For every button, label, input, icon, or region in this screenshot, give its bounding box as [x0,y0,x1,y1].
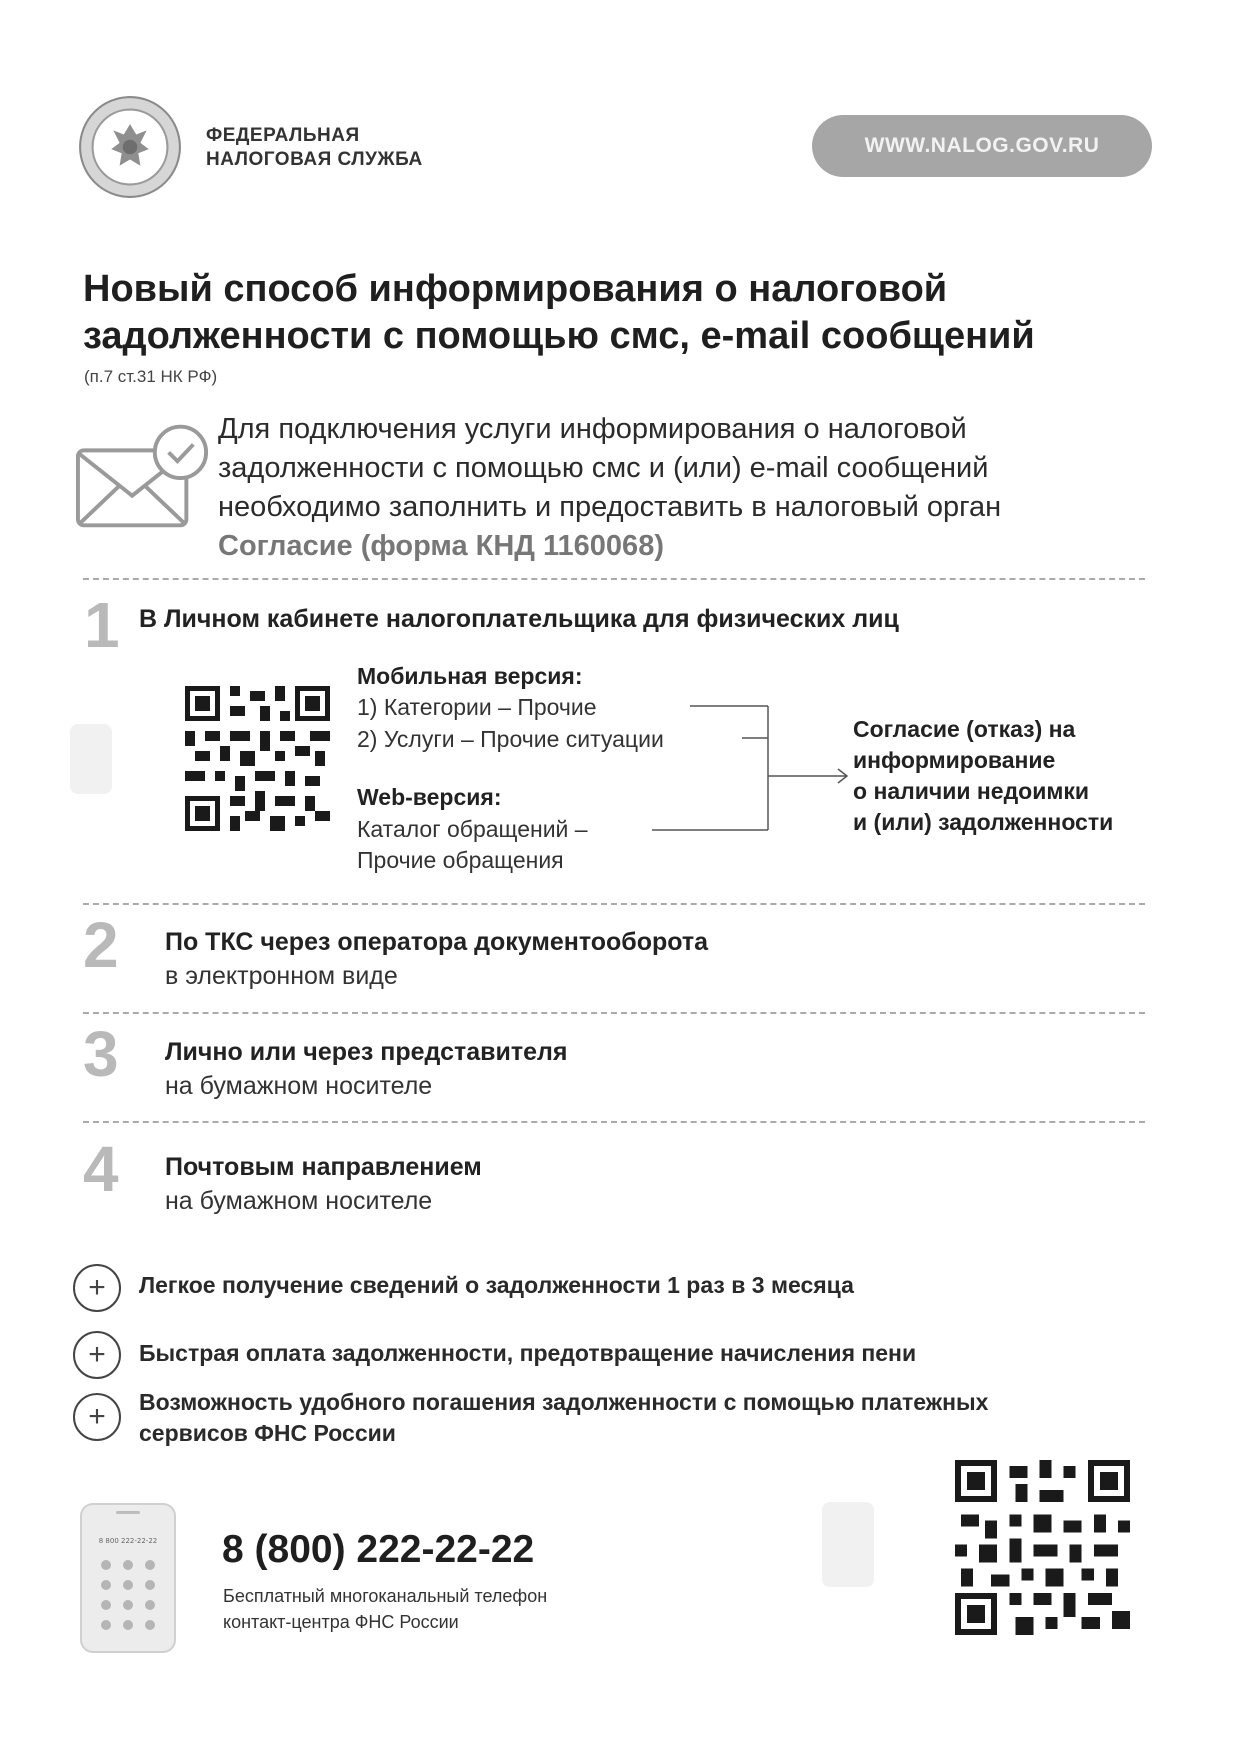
consent-form-name: Согласие (форма КНД 1160068) [218,530,664,562]
step-3-subtitle: на бумажном носителе [165,1072,433,1100]
plus-circle-icon: + [73,1331,121,1379]
result-line1: Согласие (отказ) на [853,716,1076,742]
benefit-3-line1: Возможность удобного погашения задолженности с помощью платежных [139,1389,989,1415]
step-number-2: 2 [83,909,119,981]
step-4-subtitle: на бумажном носителе [165,1187,433,1215]
divider [83,578,1145,580]
website-link[interactable]: WWW.NALOG.GOV.RU [812,115,1152,177]
step-number-4: 4 [83,1133,119,1205]
benefit-3-line2: сервисов ФНС России [139,1420,396,1446]
mobile-step-2: 2) Услуги – Прочие ситуации [357,726,664,752]
step-4-title: Почтовым направлением [165,1153,482,1181]
intro-line2: задолженности с помощью смс и (или) e-mail сообщений [218,452,989,484]
contact-phone[interactable]: 8 (800) 222-22-22 [222,1528,535,1571]
agency-name-line2: НАЛОГОВАЯ СЛУЖБА [206,149,423,170]
fns-emblem-icon [78,95,182,199]
benefit-1: Легкое получение сведений о задолженности 1 раз в 3 месяца [139,1272,854,1298]
agency-name-line1: ФЕДЕРАЛЬНАЯ [206,125,360,146]
page-title-line1: Новый способ информирования о налоговой [83,268,948,310]
step-3-title: Лично или через представителя [165,1038,568,1066]
step-2-title: По ТКС через оператора документооборота [165,928,709,956]
benefit-2: Быстрая оплата задолженности, предотвращение начисления пени [139,1340,917,1366]
page-title-line2: задолженности с помощью смс, e-mail сообщений [83,315,1035,357]
step-2-subtitle: в электронном виде [165,962,398,990]
result-line2: информирование [853,747,1056,773]
divider [83,903,1145,905]
phone-keypad-icon [80,1503,176,1653]
contact-desc-line2: контакт-центра ФНС России [223,1612,459,1632]
intro-line1: Для подключения услуги информирования о налоговой [218,413,967,445]
step-1-title: В Личном кабинете налогоплательщика для физических лиц [139,605,899,633]
divider [83,1012,1145,1014]
contact-desc-line1: Бесплатный многоканальный телефон [223,1586,548,1606]
phone-screen-number: 8 800 222-22-22 [98,1537,158,1545]
mobile-version-label: Мобильная версия: [357,663,583,689]
scan-artifact [822,1502,874,1587]
scan-artifact [70,724,112,794]
bracket-arrow-icon [640,698,860,838]
step-number-3: 3 [83,1018,119,1090]
web-path-line2: Прочие обращения [357,847,564,873]
divider [83,1121,1145,1123]
qr-code-icon [955,1460,1130,1635]
step-number-1: 1 [84,589,120,661]
plus-circle-icon: + [73,1393,121,1441]
law-reference: (п.7 ст.31 НК РФ) [84,367,218,386]
result-line3: о наличии недоимки [853,778,1090,804]
web-version-label: Web-версия: [357,784,502,810]
envelope-check-icon [74,420,212,532]
web-path-line1: Каталог обращений – [357,816,588,842]
qr-code-icon [185,686,330,831]
intro-line3: необходимо заполнить и предоставить в налоговый орган [218,491,1002,523]
mobile-step-1: 1) Категории – Прочие [357,694,597,720]
result-line4: и (или) задолженности [853,809,1114,835]
plus-circle-icon: + [73,1264,121,1312]
